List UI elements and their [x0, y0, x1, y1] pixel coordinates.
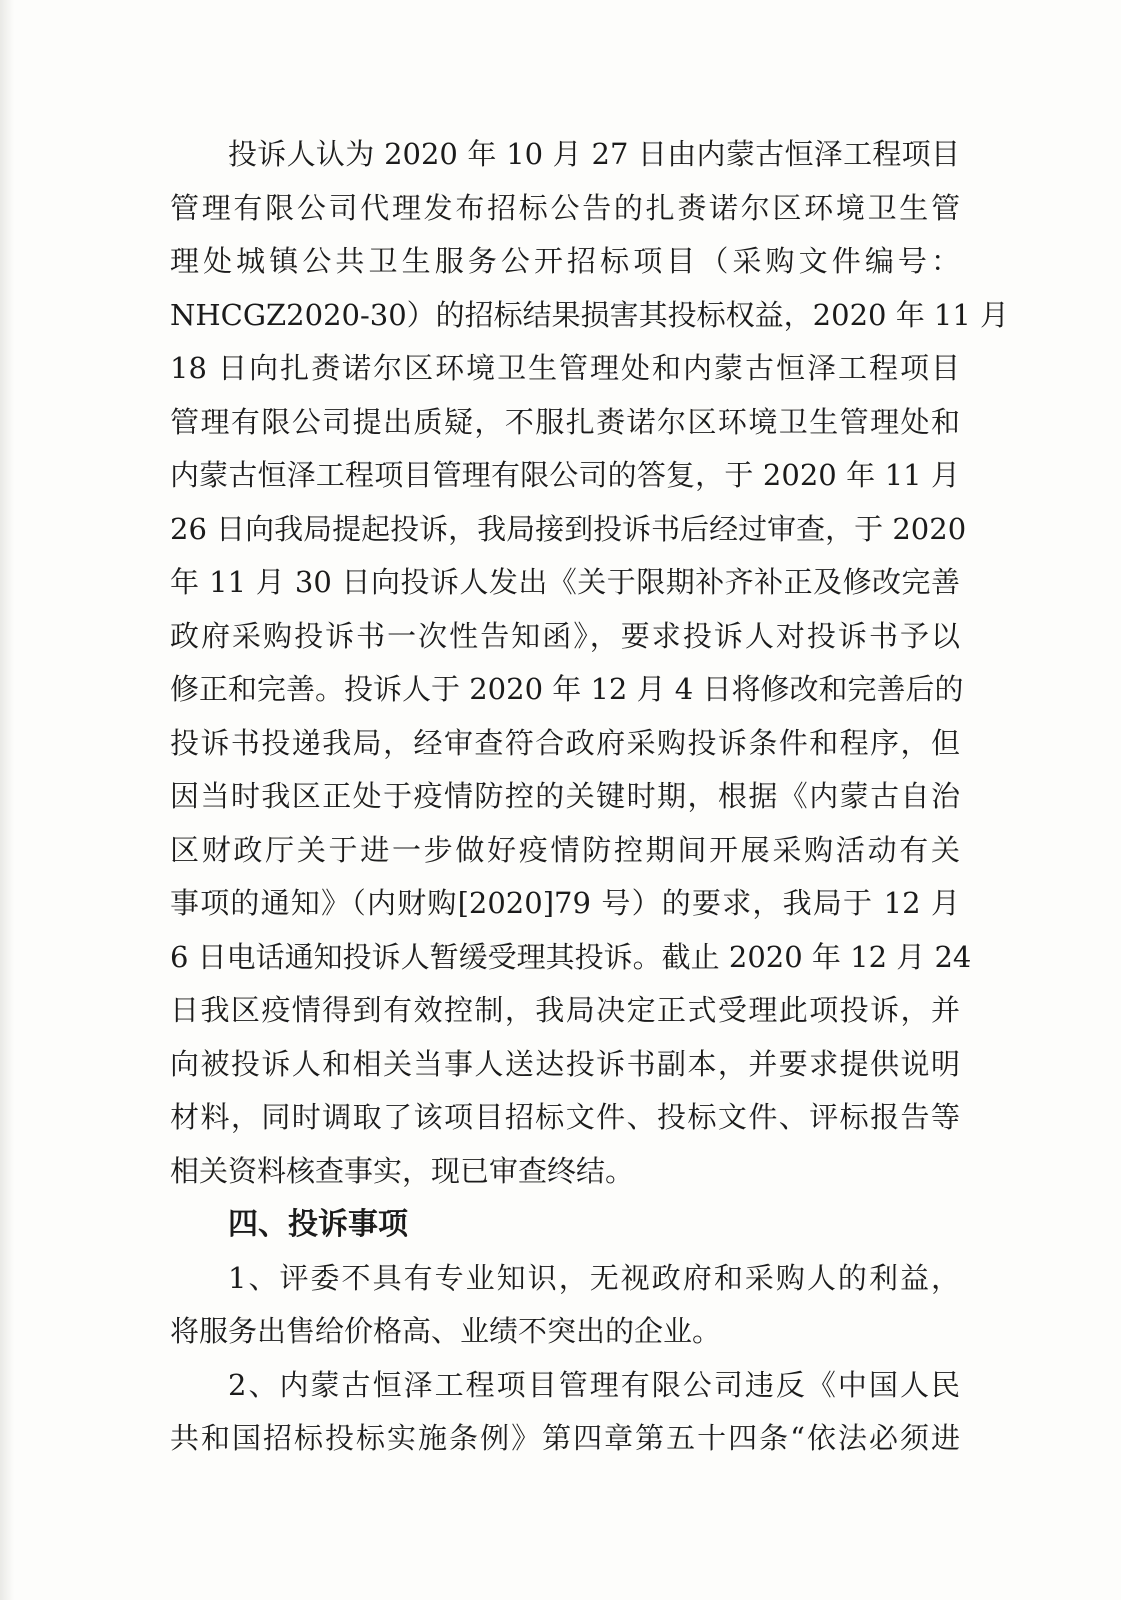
text-line: 内蒙古恒泽工程项目管理有限公司的答复，于 2020 年 11 月: [170, 458, 960, 492]
text-line: 修正和完善。投诉人于 2020 年 12 月 4 日将修改和完善后的: [170, 672, 964, 706]
text-line: 向被投诉人和相关当事人送达投诉书副本，并要求提供说明: [170, 1046, 960, 1081]
text-line: 共和国招标投标实施条例》第四章第五十四条“依法必须进: [170, 1421, 960, 1455]
text-line: 区财政厅关于进一步做好疫情防控期间开展采购活动有关: [170, 832, 960, 867]
document-body: [170, 128, 1010, 1466]
text-line: 理处城镇公共卫生服务公开招标项目（采购文件编号：: [170, 244, 960, 278]
text-line: 相关资料核查事实，现已审查终结。: [170, 1153, 635, 1188]
text-line: 6 日电话通知投诉人暂缓受理其投诉。截止 2020 年 12 月 24: [170, 939, 972, 974]
text-line: 政府采购投诉书一次性告知函》，要求投诉人对投诉书予以: [170, 618, 960, 653]
text-line: 将服务出售给价格高、业绩不突出的企业。: [170, 1314, 722, 1348]
complaint-item-2: [170, 1359, 960, 1466]
text-line: 管理有限公司提出质疑，不服扎赉诺尔区环境卫生管理处和: [170, 404, 960, 439]
text-line: 1、评委不具有专业知识，无视政府和采购人的利益，: [228, 1260, 960, 1295]
text-line: 管理有限公司代理发布招标公告的扎赉诺尔区环境卫生管: [170, 190, 960, 225]
complaint-item-1: [170, 1252, 960, 1359]
text-line: 年 11 月 30 日向投诉人发出《关于限期补齐补正及修改完善: [170, 565, 960, 599]
text-line: 2、内蒙古恒泽工程项目管理有限公司违反《中国人民: [228, 1367, 960, 1402]
text-line: 投诉书投递我局，经审查符合政府采购投诉条件和程序，但: [170, 725, 960, 760]
section-heading: 四、投诉事项: [228, 1207, 408, 1242]
text-line: NHCGZ2020-30）的招标结果损害其投标权益，2020 年 11 月: [170, 297, 1010, 332]
text-line: 事项的通知》（内财购[2020]79 号）的要求，我局于 12 月: [170, 886, 960, 920]
scan-edge-shadow: [0, 0, 14, 1600]
text-line: 材料，同时调取了该项目招标文件、投标文件、评标报告等: [170, 1100, 960, 1134]
text-line: 因当时我区正处于疫情防控的关键时期，根据《内蒙古自治: [170, 779, 960, 813]
text-line: 26 日向我局提起投诉，我局接到投诉书后经过审查，于 2020: [170, 511, 967, 546]
text-line: 18 日向扎赉诺尔区环境卫生管理处和内蒙古恒泽工程项目: [170, 351, 960, 385]
text-line: 投诉人认为 2020 年 10 月 27 日由内蒙古恒泽工程项目: [228, 137, 960, 171]
paragraph-complaint-background: [170, 128, 1010, 1198]
text-line: 日我区疫情得到有效控制，我局决定正式受理此项投诉，并: [170, 993, 960, 1027]
